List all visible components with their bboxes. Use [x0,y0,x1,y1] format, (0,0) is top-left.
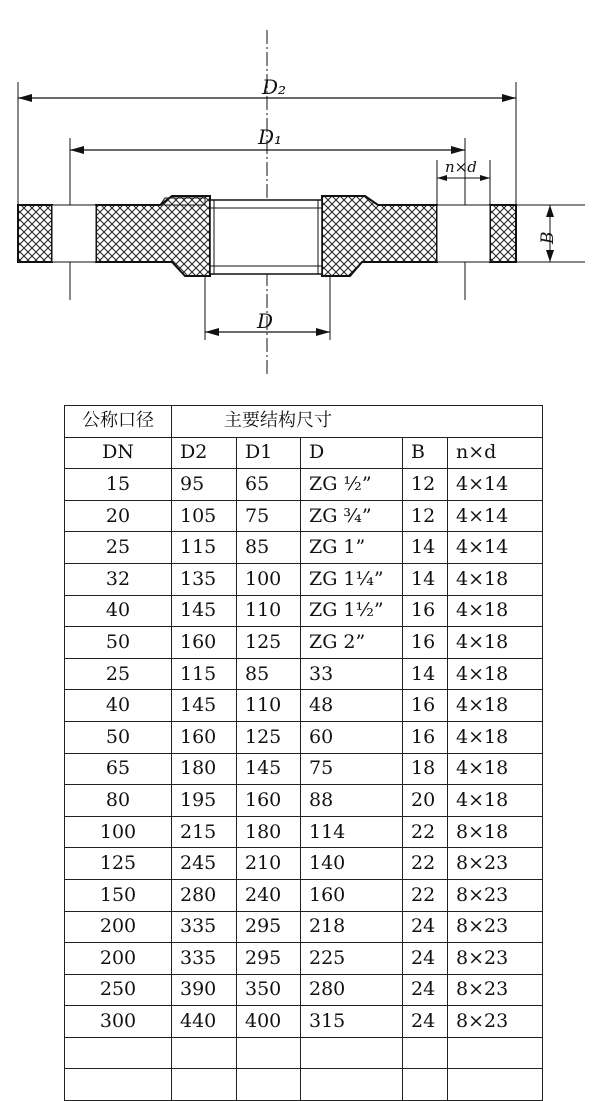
d-label: D [257,309,274,333]
cell-dn: 25 [65,532,172,564]
cell-d2: 390 [172,974,237,1006]
cell-nxd: 4×18 [448,627,543,659]
cell-d1: 295 [237,943,301,975]
cell-b: 18 [403,753,448,785]
cell-dn: 15 [65,469,172,501]
blank-cell [301,1037,403,1069]
cell-b: 22 [403,879,448,911]
table-row [65,595,543,627]
blank-cell [448,1069,543,1101]
cell-b: 16 [403,595,448,627]
cell-d1: 85 [237,532,301,564]
header-b: B [403,437,448,469]
blank-cell [403,1069,448,1101]
cell-d: 75 [301,753,403,785]
header-nominal: 公称口径 [65,406,172,438]
cell-d2: 105 [172,500,237,532]
header-nxd: n×d [448,437,543,469]
header-d2: D2 [172,437,237,469]
cell-dn: 100 [65,816,172,848]
cell-dn: 300 [65,1006,172,1038]
cell-d1: 65 [237,469,301,501]
cell-d2: 160 [172,627,237,659]
b-arrow-top [546,205,554,217]
cell-d: ZG 2” [301,627,403,659]
cell-nxd: 8×23 [448,943,543,975]
cell-b: 24 [403,943,448,975]
cell-nxd: 4×18 [448,595,543,627]
cell-nxd: 4×14 [448,532,543,564]
cell-d2: 245 [172,848,237,880]
header-d1: D1 [237,437,301,469]
cell-d2: 215 [172,816,237,848]
cell-b: 16 [403,627,448,659]
cell-d2: 160 [172,721,237,753]
cell-d: ZG 1½” [301,595,403,627]
table-row [65,911,543,943]
table-row [65,848,543,880]
blank-cell [301,1069,403,1101]
cell-nxd: 8×23 [448,1006,543,1038]
cell-d: 33 [301,658,403,690]
cell-d: 225 [301,943,403,975]
d2-arrow-left [18,94,32,102]
cell-d2: 440 [172,1006,237,1038]
table-row [65,658,543,690]
table-row [65,753,543,785]
cell-d1: 400 [237,1006,301,1038]
header-row-1 [65,406,543,438]
table-row [65,500,543,532]
cell-d2: 335 [172,943,237,975]
cell-dn: 32 [65,563,172,595]
cell-dn: 50 [65,721,172,753]
cell-d2: 195 [172,785,237,817]
cell-nxd: 4×18 [448,785,543,817]
cell-d: 114 [301,816,403,848]
flange-drawing [0,0,600,390]
blank-cell [237,1069,301,1101]
nxd-arrow-right [480,175,490,181]
bolt-hole-right [437,205,490,262]
cell-nxd: 4×18 [448,753,543,785]
cell-dn: 40 [65,690,172,722]
cell-d2: 145 [172,690,237,722]
cell-b: 22 [403,816,448,848]
d1-label: D₁ [258,125,283,149]
table-row [65,469,543,501]
table-row [65,785,543,817]
cell-d: 280 [301,974,403,1006]
cell-nxd: 4×18 [448,658,543,690]
table-row [65,627,543,659]
cell-d: ZG ¾” [301,500,403,532]
header-d: D [301,437,403,469]
spec-table [64,405,543,1101]
cell-dn: 80 [65,785,172,817]
cell-b: 24 [403,911,448,943]
cell-d1: 210 [237,848,301,880]
cell-b: 16 [403,721,448,753]
cell-dn: 65 [65,753,172,785]
cell-d1: 350 [237,974,301,1006]
cell-d2: 280 [172,879,237,911]
blank-row [65,1069,543,1101]
cell-d: 160 [301,879,403,911]
cell-d: ZG 1¼” [301,563,403,595]
cell-d1: 75 [237,500,301,532]
blank-cell [65,1037,172,1069]
cell-nxd: 4×18 [448,563,543,595]
blank-cell [448,1037,543,1069]
b-arrow-bottom [546,250,554,262]
cell-nxd: 8×23 [448,974,543,1006]
cell-dn: 20 [65,500,172,532]
cell-d1: 180 [237,816,301,848]
cell-d1: 85 [237,658,301,690]
table-row [65,721,543,753]
cell-dn: 40 [65,595,172,627]
cell-d1: 110 [237,595,301,627]
table-row [65,943,543,975]
cell-d: ZG 1” [301,532,403,564]
header-row-2 [65,437,543,469]
cell-dn: 125 [65,848,172,880]
cell-nxd: 4×14 [448,500,543,532]
cell-d2: 135 [172,563,237,595]
cell-d2: 115 [172,658,237,690]
cell-nxd: 4×18 [448,690,543,722]
cell-nxd: 8×23 [448,848,543,880]
cell-d: 48 [301,690,403,722]
d-arrow-left [205,328,219,336]
cell-d1: 295 [237,911,301,943]
cell-b: 24 [403,974,448,1006]
cell-b: 14 [403,532,448,564]
cell-d1: 240 [237,879,301,911]
cell-dn: 200 [65,943,172,975]
cell-d2: 180 [172,753,237,785]
cell-d: 315 [301,1006,403,1038]
cell-d1: 100 [237,563,301,595]
cell-d2: 115 [172,532,237,564]
header-main-dims: 主要结构尺寸 [172,406,543,438]
cell-nxd: 8×23 [448,879,543,911]
d2-arrow-right [502,94,516,102]
cell-d: 88 [301,785,403,817]
spec-table-body [65,406,543,1101]
blank-cell [172,1037,237,1069]
table-row [65,690,543,722]
thread-bore [210,200,322,274]
cell-dn: 25 [65,658,172,690]
table-row [65,974,543,1006]
cell-d: 218 [301,911,403,943]
cell-nxd: 4×18 [448,721,543,753]
cell-b: 20 [403,785,448,817]
blank-cell [65,1069,172,1101]
cell-d: 60 [301,721,403,753]
d1-arrow-left [70,146,84,154]
cell-d: ZG ½” [301,469,403,501]
cell-nxd: 4×14 [448,469,543,501]
cell-d: 140 [301,848,403,880]
cell-b: 22 [403,848,448,880]
table-row [65,816,543,848]
blank-cell [403,1037,448,1069]
blank-cell [237,1037,301,1069]
cell-d1: 125 [237,721,301,753]
table-row [65,1006,543,1038]
nxd-label: n×d [445,158,477,176]
cell-d2: 95 [172,469,237,501]
d1-arrow-right [451,146,465,154]
cell-dn: 250 [65,974,172,1006]
blank-row [65,1037,543,1069]
table-row [65,563,543,595]
cell-b: 16 [403,690,448,722]
cell-d1: 125 [237,627,301,659]
cell-b: 24 [403,1006,448,1038]
cell-d2: 145 [172,595,237,627]
b-label: B [538,231,558,244]
cell-dn: 200 [65,911,172,943]
cell-d1: 160 [237,785,301,817]
table-row [65,532,543,564]
header-dn: DN [65,437,172,469]
table-row [65,879,543,911]
cell-b: 14 [403,563,448,595]
cell-nxd: 8×18 [448,816,543,848]
d2-label: D₂ [262,75,287,99]
cell-d1: 145 [237,753,301,785]
bolt-hole-left [52,205,96,262]
cell-d2: 335 [172,911,237,943]
cell-dn: 50 [65,627,172,659]
cell-b: 12 [403,500,448,532]
blank-cell [172,1069,237,1101]
d-arrow-right [316,328,330,336]
cell-nxd: 8×23 [448,911,543,943]
cell-b: 14 [403,658,448,690]
flange-body-left [18,196,210,276]
cell-dn: 150 [65,879,172,911]
cell-b: 12 [403,469,448,501]
cell-d1: 110 [237,690,301,722]
